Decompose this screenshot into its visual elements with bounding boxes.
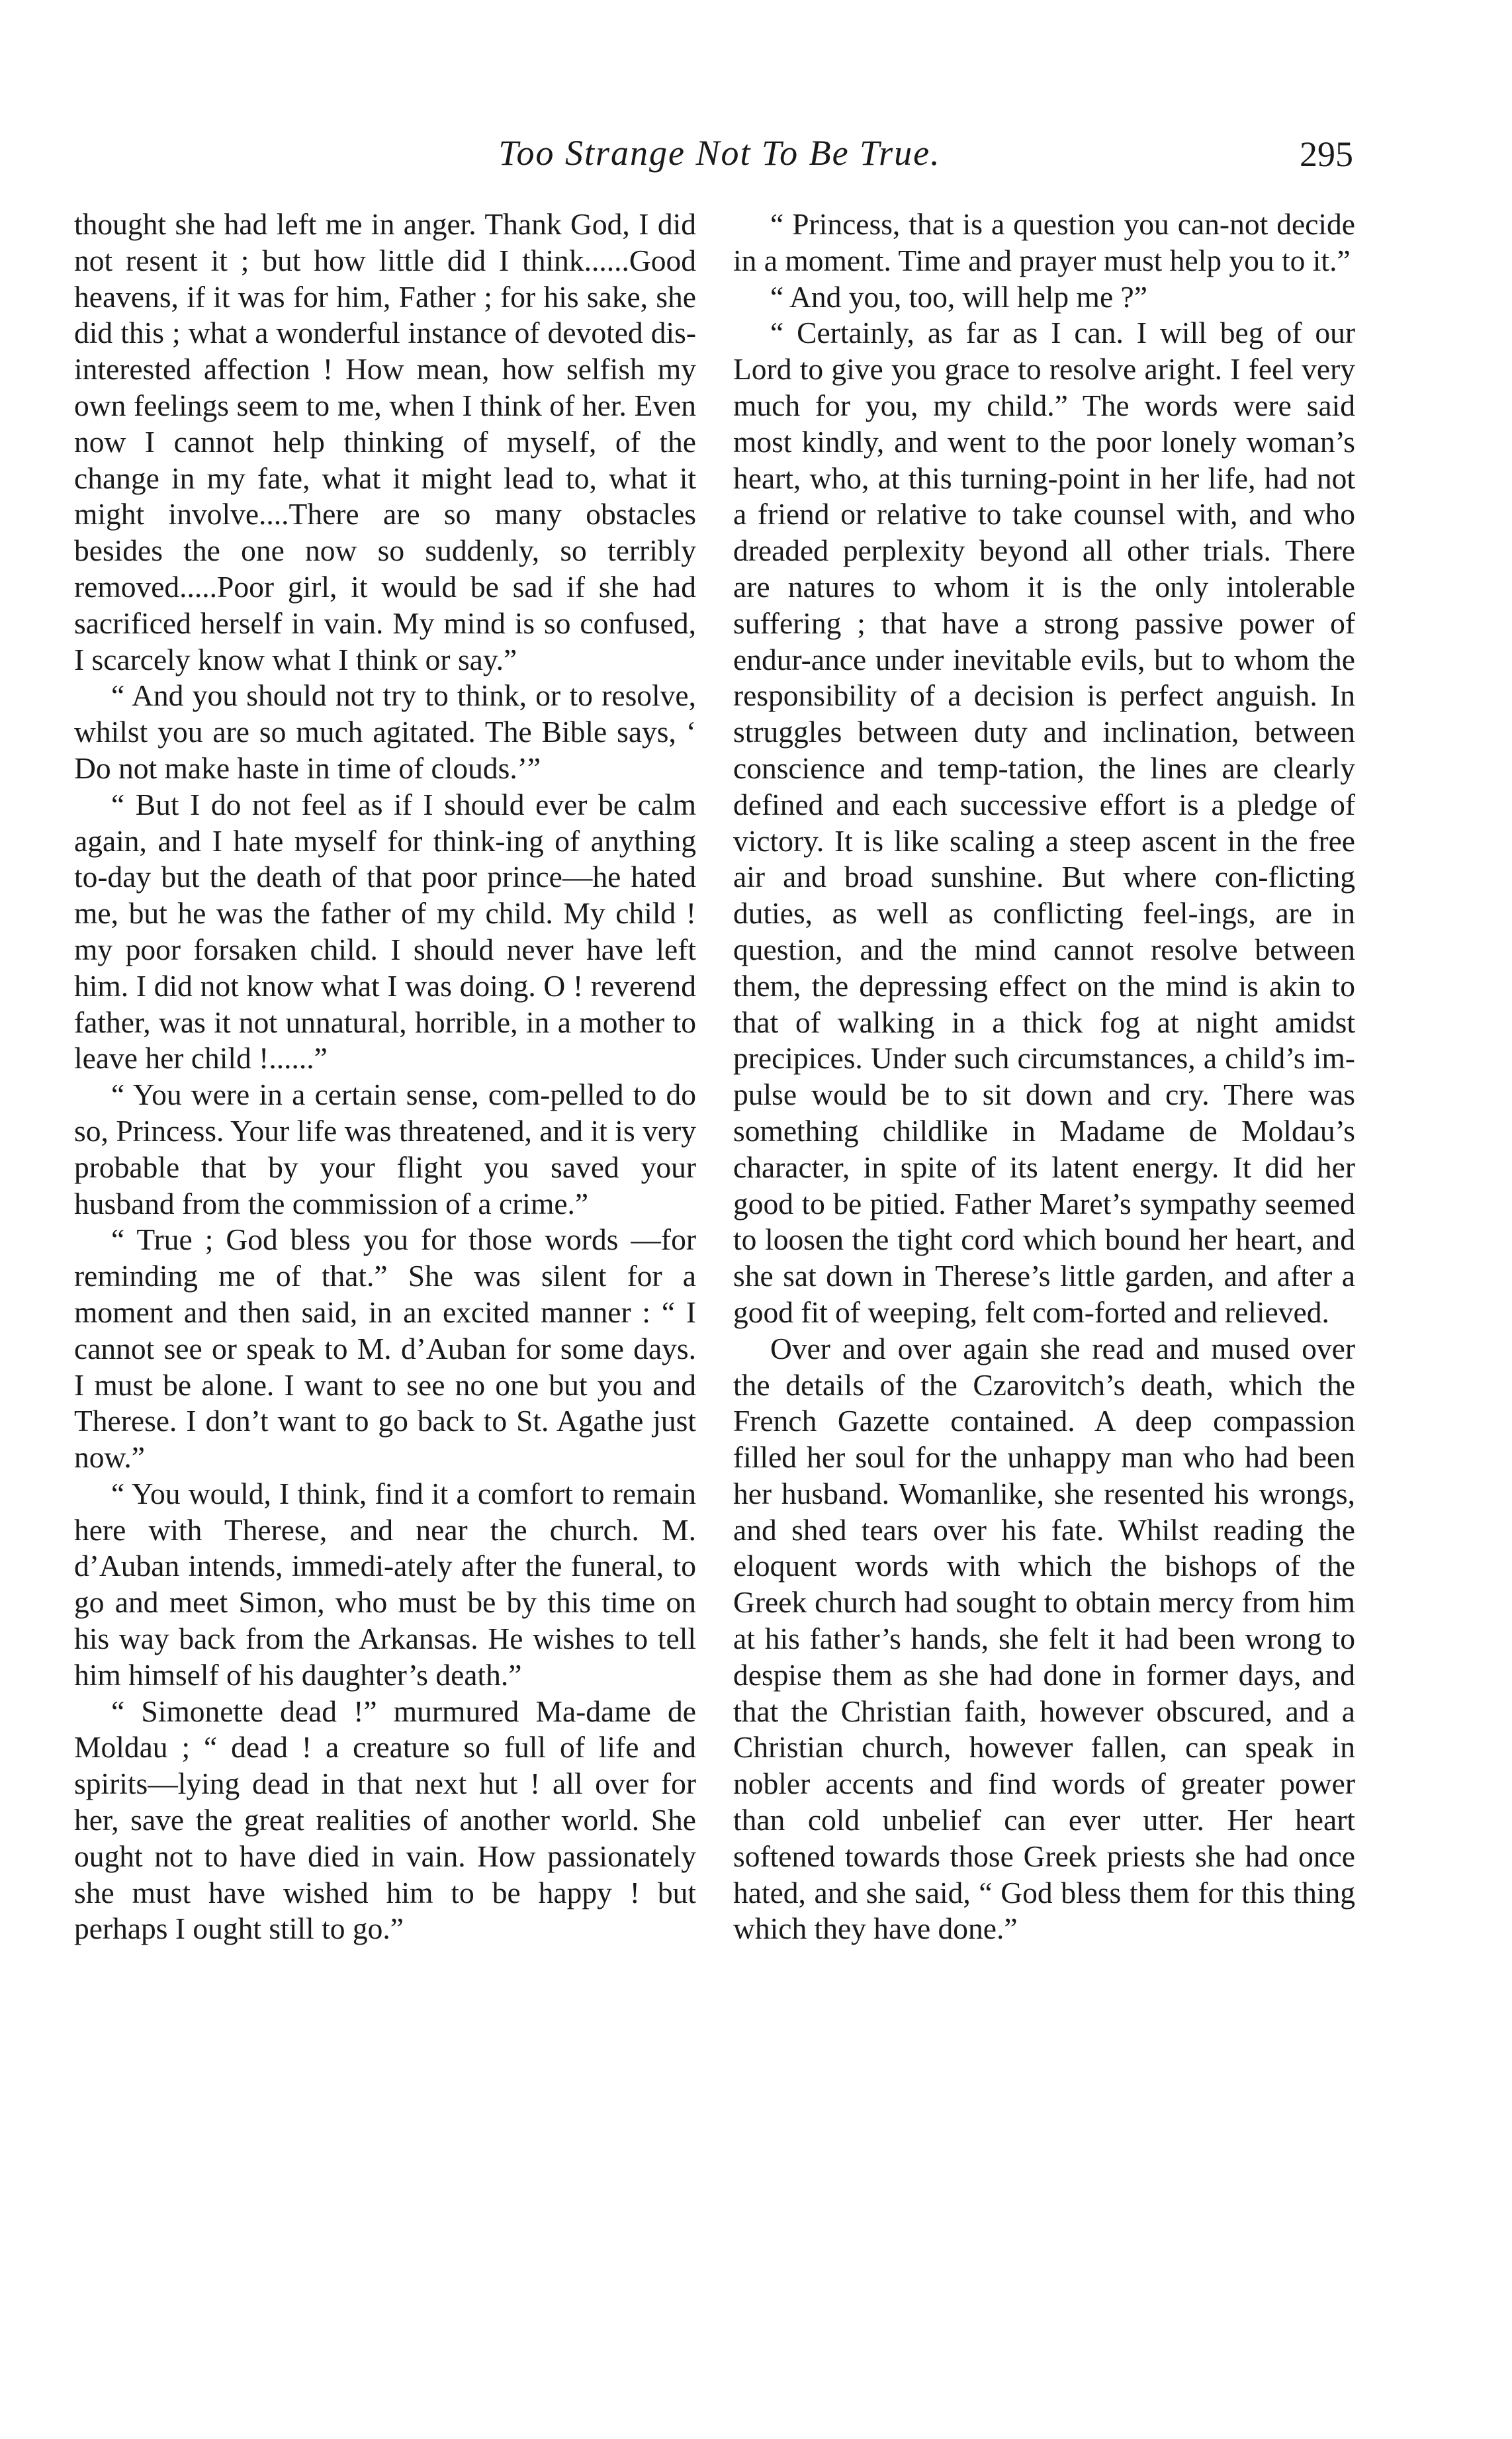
paragraph: “ You were in a certain sense, com-pelled to do so, Princess. Your life was threatened, and it is very probable that by your flight you saved your husband from the commission of a crime.” — [74, 1078, 696, 1220]
running-title: Too Strange Not To Be True. — [498, 133, 941, 173]
paragraph: “ Princess, that is a question you can-not decide in a moment. Time and prayer must help you to it.” — [733, 207, 1355, 277]
paragraph: “ Certainly, as far as I can. I will beg of our Lord to give you grace to resolve aright. I feel very much for you, my child.” The words were said most kindly, and went to the poor lonely woman’s heart, who, at this turning-point in her life, had not a friend or relative to take counsel with, and who dreaded perplexity beyond all other trials. There are natures to whom it is the only intolerable suffering ; that have a strong passive power of endur-ance under inevitable evils, but to whom the responsibility of a decision is perfect anguish. In struggles between duty and inclination, between conscience and temp-tation, the lines are clearly defined and each successive effort is a pledge of victory. It is like scaling a steep ascent in the free air and broad sunshine. But where con-flicting duties, as well as conflicting feel-ings, are in question, and the mind cannot resolve between them, the depressing effect on the mind is akin to that of walking in a thick fog at night amidst precipices. Under such circumstances, a child’s im-pulse would be to sit down and cry. There was something childlike in Madame de Moldau’s character, in spite of its latent energy. It did her good to be pitied. Father Maret’s sympathy seemed to loosen the tight cord which bound her heart, and she sat down in Therese’s little garden, and after a good fit of weeping, felt com-forted and relieved. — [733, 316, 1355, 1329]
page-header — [73, 132, 1366, 185]
paragraph: thought she had left me in anger. Thank God, I did not resent it ; but how little did I think......Good heavens, if it was for him, Father ; for his sake, she did this ; what a wonderful instance of devoted dis-interested affection ! How mean, how selfish my own feelings seem to me, when I think of her. Even now I cannot help thinking of myself, of the change in my fate, what it might lead to, what it might involve....There are so many obstacles besides the one now so suddenly, so terribly removed.....Poor girl, it would be sad if she had sacrificed herself in vain. My mind is so confused, I scarcely know what I think or say.” — [74, 207, 696, 676]
left-column — [74, 207, 696, 1947]
paragraph: “ Simonette dead !” murmured Ma-dame de Moldau ; “ dead ! a creature so full of life and spirits—lying dead in that next hut ! all over for her, save the great realities of another world. She ought not to have died in vain. How passionately she must have wished him to be happy ! but perhaps I ought still to go.” — [74, 1694, 696, 1946]
paragraph: “ And you should not try to think, or to resolve, whilst you are so much agitated. The Bible says, ‘ Do not make haste in time of clouds.’” — [74, 678, 696, 785]
paragraph: “ True ; God bless you for those words —for reminding me of that.” She was silent for a moment and then said, in an excited manner : “ I cannot see or speak to M. d’Auban for some days. I must be alone. I want to see no one but you and Therese. I don’t want to go back to St. Agathe just now.” — [74, 1222, 696, 1475]
paragraph: “ And you, too, will help me ?” — [770, 279, 1147, 314]
page-number: 295 — [1300, 134, 1353, 174]
paragraph: Over and over again she read and mused over the details of the Czarovitch’s death, which the French Gazette contained. A deep compassion filled her soul for the unhappy man who had been her husband. Womanlike, she resented his wrongs, and shed tears over his fate. Whilst reading the eloquent words with which the bishops of the Greek church had sought to obtain mercy from him at his father’s hands, she felt it had been wrong to despise them as she had done in former days, and that the Christian faith, however obscured, and a Christian church, however fallen, can speak in nobler accents and find words of greater power than cold unbelief can ever utter. Her heart softened towards those Greek priests she had once hated, and she said, “ God bless them for this thing which they have done.” — [733, 1331, 1355, 1946]
paragraph: “ You would, I think, find it a comfort to remain here with Therese, and near the church. M. d’Auban intends, immedi-ately after the funeral, to go and meet Simon, who must be by this time on his way back from the Arkansas. He wishes to tell him himself of his daughter’s death.” — [74, 1476, 696, 1692]
right-column — [733, 207, 1355, 1947]
paragraph: “ But I do not feel as if I should ever be calm again, and I hate myself for think-ing of anything to-day but the death of that poor prince—he hated me, but he was the father of my child. My child ! my poor forsaken child. I should never have left him. I did not know what I was doing. O ! reverend father, was it not unnatural, horrible, in a mother to leave her child !......” — [74, 787, 696, 1076]
